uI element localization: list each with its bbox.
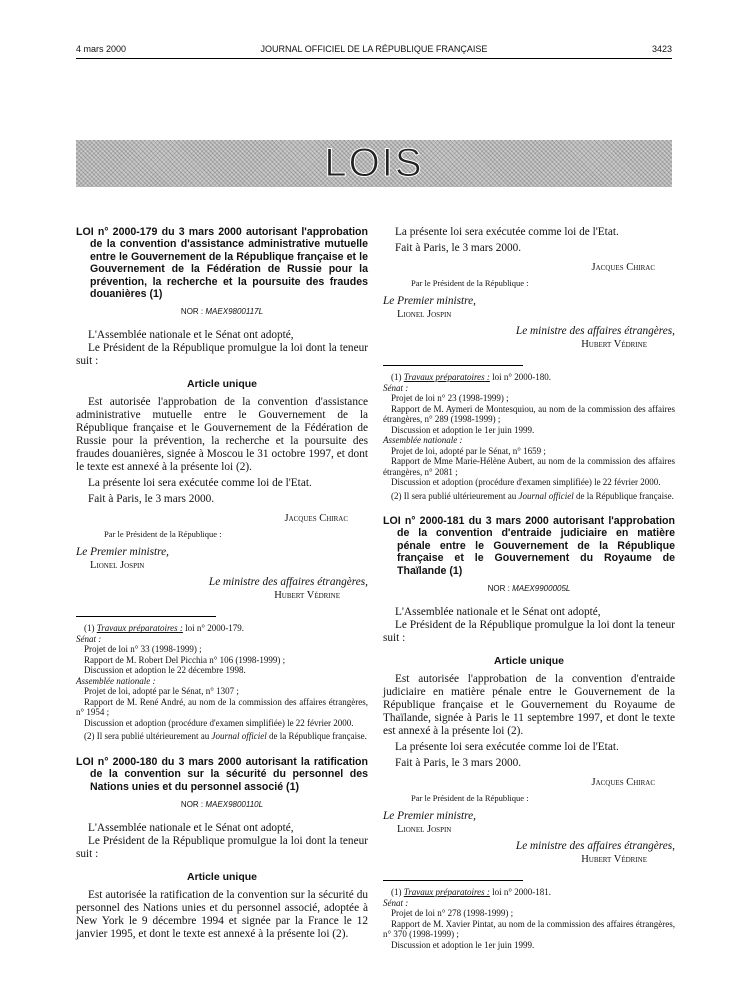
loi-179-minister-name: Hubert Védrine [274,590,340,602]
fn-loi: loi n° 2000-180. [492,372,552,382]
loi-179-intro-1: L'Assemblée nationale et le Sénat ont adopté, [88,329,294,342]
fn-senat-1: Projet de loi n° 23 (1998-1999) ; [391,393,509,403]
fn-2-text-end: de la République française. [575,490,674,501]
loi-179-president-signature: Jacques Chirac [284,513,348,525]
fn-an-2: Rapport de M. René André, au nom de la commission des affaires étrangères, n° 1954 ; [76,696,368,718]
fn-number: (1) [391,887,402,898]
loi-180-intro-1: L'Assemblée nationale et le Sénat ont adopté, [88,822,294,835]
loi-180-fait: Fait à Paris, le 3 mars 2000. [395,242,522,254]
loi-179-minister-title: Le ministre des affaires étrangères, [208,576,368,589]
fn-an-1: Projet de loi, adopté par le Sénat, n° 1307 ; [84,686,239,697]
fn-senat-3: Discussion et adoption le 22 décembre 1998. [84,665,246,676]
loi-181-footnotes [383,887,675,950]
fn-loi: loi n° 2000-181. [492,887,552,898]
fn-senat-3: Discussion et adoption le 1er juin 1999. [391,424,535,435]
loi-180-pm-name: Lionel Jospin [397,309,452,320]
loi-179-article-body: Est autorisée l'approbation de la convention d'assistance administrative mutuelle entre le Gouvernement de la République française et le Gouvernement de la Fédération de Russie pour la prévention, la recherche et la poursuite des fraudes douanières, signée à Moscou le 31 octobre 1997, et dont le texte est annexé à la présente loi (2). [76,396,368,474]
fn-2 [383,491,675,502]
loi-179-fait: Fait à Paris, le 3 mars 2000. [88,493,215,506]
fn-senat-label: Sénat : [383,382,409,393]
loi-179-article-heading: Article unique [186,378,257,391]
loi-181-title: LOI n° 2000-181 du 3 mars 2000 autorisant l'approbation de la convention d'entraide judiciaire en matière pénale entre le Gouvernement de la République française et le Gouvernement du Royaume de Thaïlande (1) [383,515,675,577]
loi-181-pm-title: Le Premier ministre, [383,810,476,823]
loi-181-minister-title: Le ministre des affaires étrangères, [515,840,675,853]
fn-2-jo: Journal officiel [211,731,267,742]
fn-senat-1: Projet de loi n° 33 (1998-1999) ; [84,644,202,655]
fn-2-jo: Journal officiel [518,490,574,501]
loi-180-minister-title: Le ministre des affaires étrangères, [515,325,675,337]
loi-181-president-signature: Jacques Chirac [591,777,655,789]
loi-179-execution: La présente loi sera exécutée comme loi de l'Etat. [88,477,312,490]
footnote-divider [383,365,523,366]
loi-180-title: LOI n° 2000-180 du 3 mars 2000 autorisant la ratification de la convention sur la sécurité du personnel des Nations unies et du personnel associé (1) [76,755,368,793]
loi-179-pm-title: Le Premier ministre, [76,546,169,559]
fn-an-label: Assemblée nationale : [76,675,156,686]
loi-181-par-le-president: Par le Président de la République : [411,793,529,804]
fn-travaux: Travaux préparatoires : [403,372,490,382]
fn-number: (1) [391,372,402,382]
footnote-divider [383,880,523,881]
header-date: 4 mars 2000 [76,44,127,54]
header-journal-title: JOURNAL OFFICIEL DE LA RÉPUBLIQUE FRANÇAISE [260,44,488,54]
fn-an-3: Discussion et adoption (procédure d'examen simplifiée) le 22 février 2000. [391,477,661,487]
nor-code: MAEX9800117L [205,307,264,317]
fn-senat-3: Discussion et adoption le 1er juin 1999. [391,939,535,950]
fn-senat-2: Rapport de M. Xavier Pintat, au nom de la commission des affaires étrangères, n° 370 (1998-1999) ; [383,918,675,940]
fn-2-text: (2) Il sera publié ultérieurement au [391,490,517,501]
fn-an-3: Discussion et adoption (procédure d'examen simplifiée) le 22 février 2000. [84,717,354,728]
fn-senat-2: Rapport de M. Aymeri de Montesquiou, au nom de la commission des affaires étrangères, n° 289 (1998-1999) ; [383,403,675,424]
fn-2-text: (2) Il sera publié ultérieurement au [84,731,210,742]
loi-181-article-heading: Article unique [493,655,564,668]
header-page-number: 3423 [651,44,672,54]
loi-181-intro-2: Le Président de la République promulgue la loi dont la teneur suit : [383,619,675,645]
banner-title: LOIS [324,141,424,185]
fn-travaux: Travaux préparatoires : [96,623,183,634]
nor-label: NOR : [487,584,510,594]
loi-180-nor [76,798,368,811]
fn-number: (1) [84,623,95,634]
loi-180-par-le-president: Par le Président de la République : [411,278,529,288]
footnote-divider [76,616,216,617]
loi-180-footnotes [383,372,675,501]
fn-2-text-end: de la République française. [268,731,367,742]
loi-181-fait: Fait à Paris, le 3 mars 2000. [395,757,522,770]
loi-181-article-body: Est autorisée l'approbation de la convention d'entraide judiciaire en matière pénale entre le Gouvernement de la République française et le Gouvernement du Royaume de Thaïlande, signée à Paris le 11 septembre 1997, et dont le texte est annexé à la présente loi (2). [383,673,675,738]
nor-label: NOR : [180,307,204,317]
right-column [383,226,675,950]
loi-180-minister-name: Hubert Védrine [581,339,647,350]
loi-180-article-body: Est autorisée la ratification de la convention sur la sécurité du personnel des Nations unies et du personnel associé, adoptée à New York le 9 décembre 1994 et signée par la France le 12 janvier 1995, et dont le texte est annexé à la présente loi (2). [76,889,368,941]
loi-180-pm-title: Le Premier ministre, [383,295,476,307]
nor-label: NOR : [180,800,204,810]
loi-180-intro-2: Le Président de la République promulgue la loi dont la teneur suit : [76,835,368,861]
loi-181-execution: La présente loi sera exécutée comme loi de l'Etat. [395,741,619,754]
fn-an-label: Assemblée nationale : [383,435,463,445]
fn-senat-1: Projet de loi n° 278 (1998-1999) ; [391,908,514,919]
fn-loi: loi n° 2000-179. [185,623,245,634]
loi-181-minister-name: Hubert Védrine [581,854,647,866]
loi-180-article-heading: Article unique [186,871,257,884]
fn-senat-label: Sénat : [76,633,102,644]
fn-travaux: Travaux préparatoires : [403,887,490,898]
lois-banner [76,140,672,187]
fn-an-2: Rapport de Mme Marie-Hélène Aubert, au nom de la commission des affaires étrangères, n° 2081 ; [383,456,675,477]
fn-2 [76,731,368,742]
fn-an-1: Projet de loi, adopté par le Sénat, n° 1659 ; [391,445,546,456]
nor-code: MAEX9900005L [512,584,571,594]
loi-180-president-signature: Jacques Chirac [591,262,655,273]
loi-181-nor [383,582,675,595]
page-header [76,44,672,59]
loi-179-par-le-president: Par le Président de la République : [104,529,222,540]
loi-181-intro-1: L'Assemblée nationale et le Sénat ont adopté, [395,606,601,619]
fn-senat-2: Rapport de M. Robert Del Picchia n° 106 (1998-1999) ; [84,654,286,665]
nor-code: MAEX9800110L [205,800,264,810]
left-column [76,226,368,941]
loi-179-title: LOI n° 2000-179 du 3 mars 2000 autorisant l'approbation de la convention d'assistance administrative mutuelle entre le Gouvernement de la République française et le Gouvernement de la Fédération de Russie pour la prévention, la recherche et la poursuite des fraudes douanières (1) [76,226,368,301]
loi-179-footnotes [76,623,368,742]
loi-179-nor [76,305,368,318]
fn-senat-label: Sénat : [383,897,409,908]
loi-179-intro-2: Le Président de la République promulgue la loi dont la teneur suit : [76,342,368,368]
loi-179-pm-name: Lionel Jospin [90,560,145,572]
loi-181-pm-name: Lionel Jospin [397,824,452,836]
loi-180-execution: La présente loi sera exécutée comme loi de l'Etat. [395,226,619,238]
